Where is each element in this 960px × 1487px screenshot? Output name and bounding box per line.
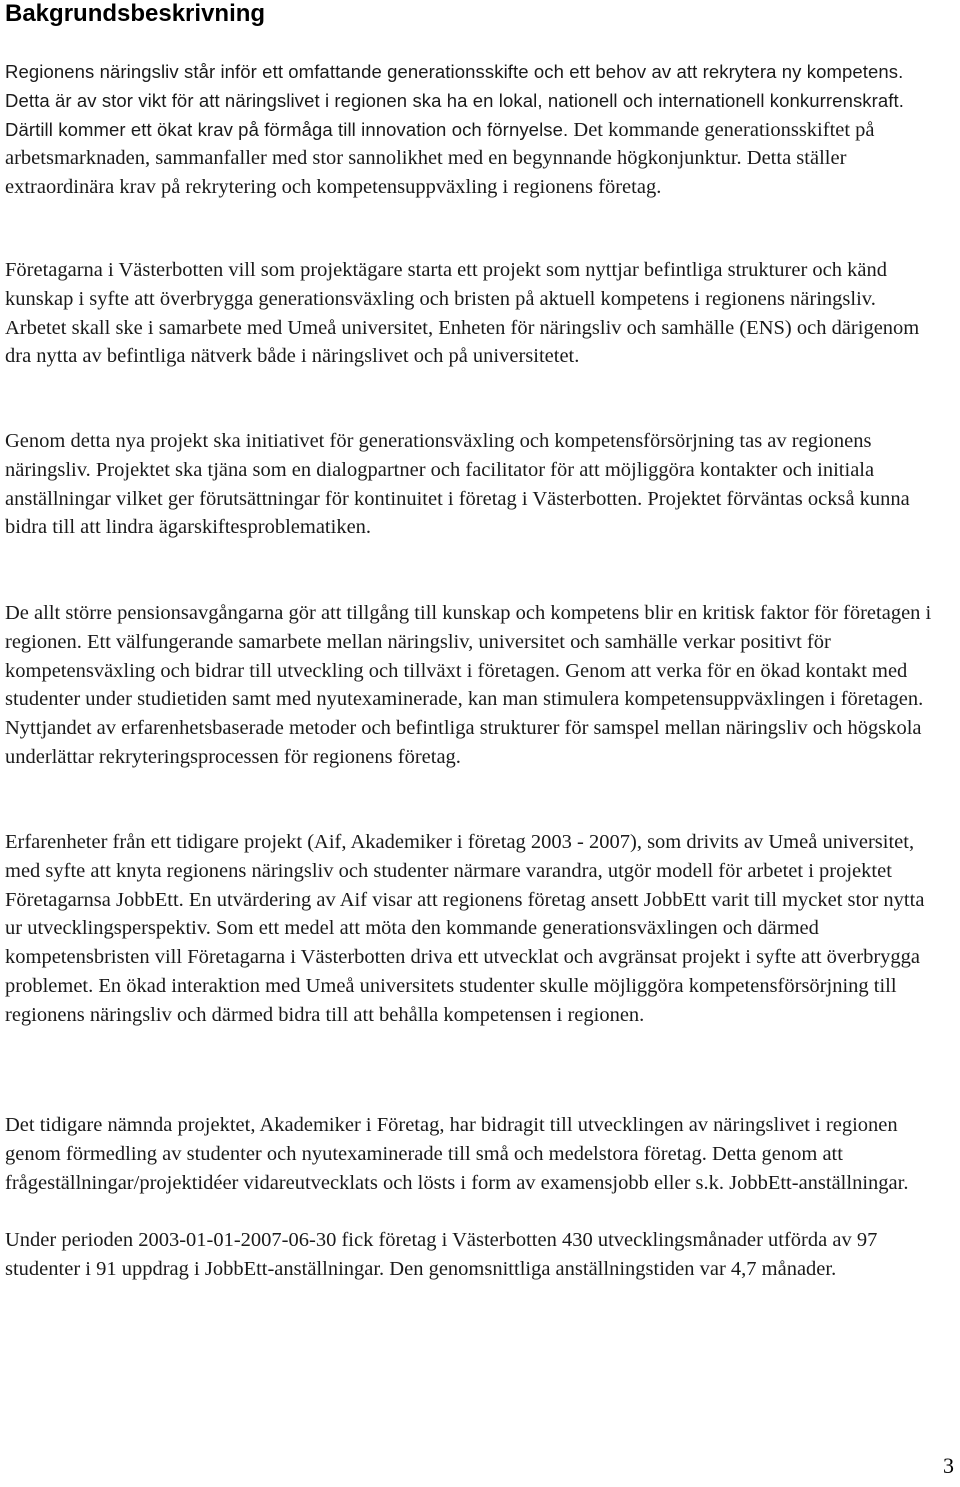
paragraph-3: Genom detta nya projekt ska initiativet för generationsväxling och kompetensförsörjning tas av regionens näringsliv. Projektet ska tjäna som en dialogpartner och facilitator för att möjliggöra kontakter och initiala anställningar vilket ger förutsättningar för kontinuitet i företag i Västerbotten. Projektet förväntas också kunna bidra till att lindra ägarskiftesproblematiken. xyxy=(5,430,910,539)
section-heading: Bakgrundsbeskrivning xyxy=(5,0,266,27)
paragraph-6: Det tidigare nämnda projektet, Akademiker i Företag, har bidragit till utvecklingen av näringslivet i regionen genom förmedling av studenter och nyutexaminerade till små och medelstora företag. Detta genom att frågeställningar/projektidéer vidareutvecklats och lösts i form av examensjobb eller s.k. JobbEtt-anställningar. xyxy=(5,1114,909,1194)
paragraph-1-continuation: Det kommande generationsskiftet på arbetsmarknaden, sammanfaller med stor sannolikhet med en begynnande högkonjunktur. Detta ställer extraordinära krav på rekrytering och kompetensuppväxling i regionens företag. xyxy=(5,118,875,199)
paragraph-5: Erfarenheter från ett tidigare projekt (Aif, Akademiker i företag 2003 - 2007), som drivits av Umeå universitet, med syfte att knyta regionens näringsliv och studenter närmare varandra, utgör modell för arbetet i projektet Företagarnsa JobbEtt. En utvärdering av Aif visar att regionens företag ansett JobbEtt varit till mycket stor nytta ur utvecklingsperspektiv. Som ett medel att möta den kommande generationsväxlingen och därmed kompetensbristen vill Företagarna i Västerbotten driva ett utvecklat och avgränsat projekt i syfte att överbrygga problemet. En ökad interaktion med Umeå universitets studenter skulle möjliggöra kompetensförsörjning till regionens näringsliv och därmed bidra till att behålla kompetensen i regionen. xyxy=(5,831,925,1026)
page-number: 3 xyxy=(943,1453,954,1478)
paragraph-2: Företagarna i Västerbotten vill som projektägare starta ett projekt som nyttjar befintliga strukturer och känd kunskap i syfte att överbrygga generationsväxling och bristen på aktuell kompetens i regionens näringsliv. Arbetet skall ske i samarbete med Umeå universitet, Enheten för näringsliv och samhälle (ENS) och därigenom dra nytta av befintliga nätverk både i näringslivet och på universitetet. xyxy=(5,259,920,368)
paragraph-1 xyxy=(5,58,940,202)
paragraph-4: De allt större pensionsavgångarna gör att tillgång till kunskap och kompetens blir en kritisk faktor för företagen i regionen. Ett välfungerande samarbete mellan näringsliv, universitet och samhälle verkar positivt för kompetensväxling och bidrar till utveckling och tillväxt i företagen. Genom att verka för en ökad kontakt med studenter under studietiden samt med nyutexaminerade, kan man stimulera kompetensuppväxlingen i företagen. Nyttjandet av erfarenhetsbaserade metoder och befintliga strukturer för samspel mellan näringsliv och högskola underlättar rekryteringsprocessen för regionens företag. xyxy=(5,602,932,768)
paragraph-7: Under perioden 2003-01-01-2007-06-30 fick företag i Västerbotten 430 utvecklingsmånader utförda av 97 studenter i 91 uppdrag i JobbEtt-anställningar. Den genomsnittliga anställningstiden var 4,7 månader. xyxy=(5,1229,878,1280)
paragraph-1-intro: Regionens näringsliv står inför ett omfattande generationsskifte och ett behov av att rekrytera ny kompetens. Detta är av stor vikt för att näringslivet i regionen ska ha en lokal, nationell och internationell konkurrenskraft. Därtill kommer ett ökat krav på förmåga till innovation och förnyelse. xyxy=(5,61,905,140)
